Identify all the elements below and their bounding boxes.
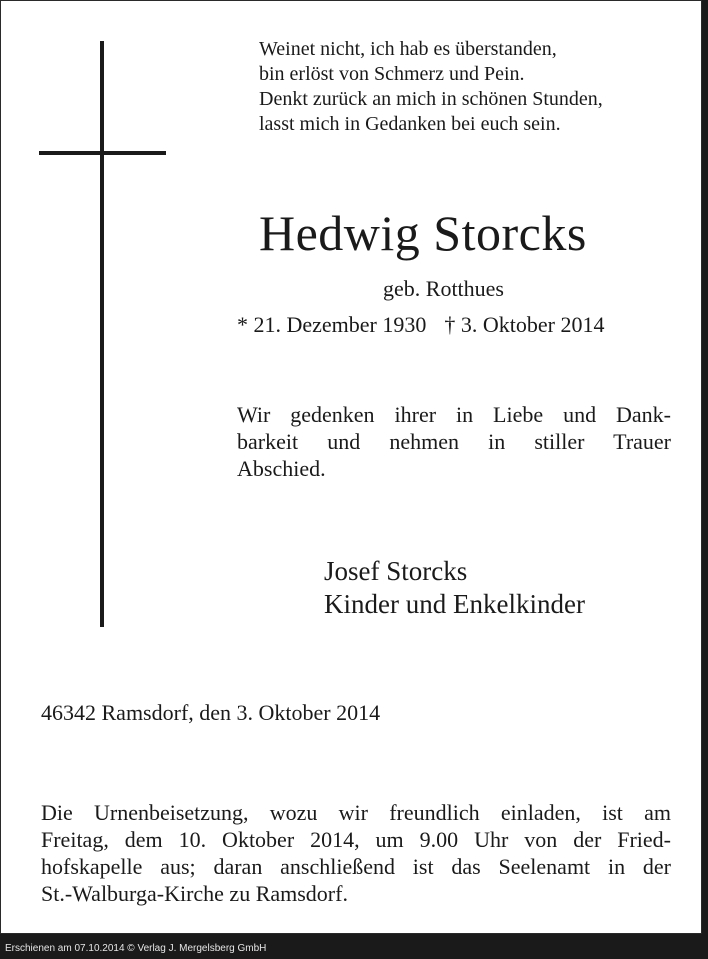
remembrance-line: Wir gedenken ihrer in Liebe und Dank- xyxy=(237,402,671,427)
death-date: † 3. Oktober 2014 xyxy=(444,312,605,337)
poem xyxy=(259,37,679,137)
life-dates xyxy=(237,311,604,339)
remembrance-text xyxy=(237,401,671,482)
funeral-line: hofskapelle aus; daran anschließend ist das Seelenamt in der xyxy=(41,854,671,879)
place-and-date: 46342 Ramsdorf, den 3. Oktober 2014 xyxy=(41,700,381,725)
mourner-line: Josef Storcks xyxy=(324,556,468,586)
birth-date: * 21. Dezember 1930 xyxy=(237,312,427,337)
publication-footer: Erschienen am 07.10.2014 © Verlag J. Mergelsberg GmbH xyxy=(5,943,267,954)
funeral-line: Die Urnenbeisetzung, wozu wir freundlich einladen, ist am xyxy=(41,800,671,825)
mourner-line: Kinder und Enkelkinder xyxy=(324,589,585,619)
cross-horizontal-bar xyxy=(39,151,166,155)
deceased-name: Hedwig Storcks xyxy=(259,205,587,261)
cross-vertical-bar xyxy=(100,41,104,627)
poem-line: Weinet nicht, ich hab es überstanden, xyxy=(259,38,557,60)
poem-line: lasst mich in Gedanken bei euch sein. xyxy=(259,113,561,135)
funeral-line: St.-Walburga-Kirche zu Ramsdorf. xyxy=(41,881,348,906)
poem-line: Denkt zurück an mich in schönen Stunden, xyxy=(259,88,603,110)
maiden-name: geb. Rotthues xyxy=(383,276,504,301)
poem-line: bin erlöst von Schmerz und Pein. xyxy=(259,63,525,85)
mourners xyxy=(324,555,585,621)
remembrance-line: Abschied. xyxy=(237,456,326,481)
remembrance-line: barkeit und nehmen in stiller Trauer xyxy=(237,429,671,454)
funeral-notice xyxy=(41,799,671,907)
funeral-line: Freitag, dem 10. Oktober 2014, um 9.00 Uhr von der Fried- xyxy=(41,827,671,852)
